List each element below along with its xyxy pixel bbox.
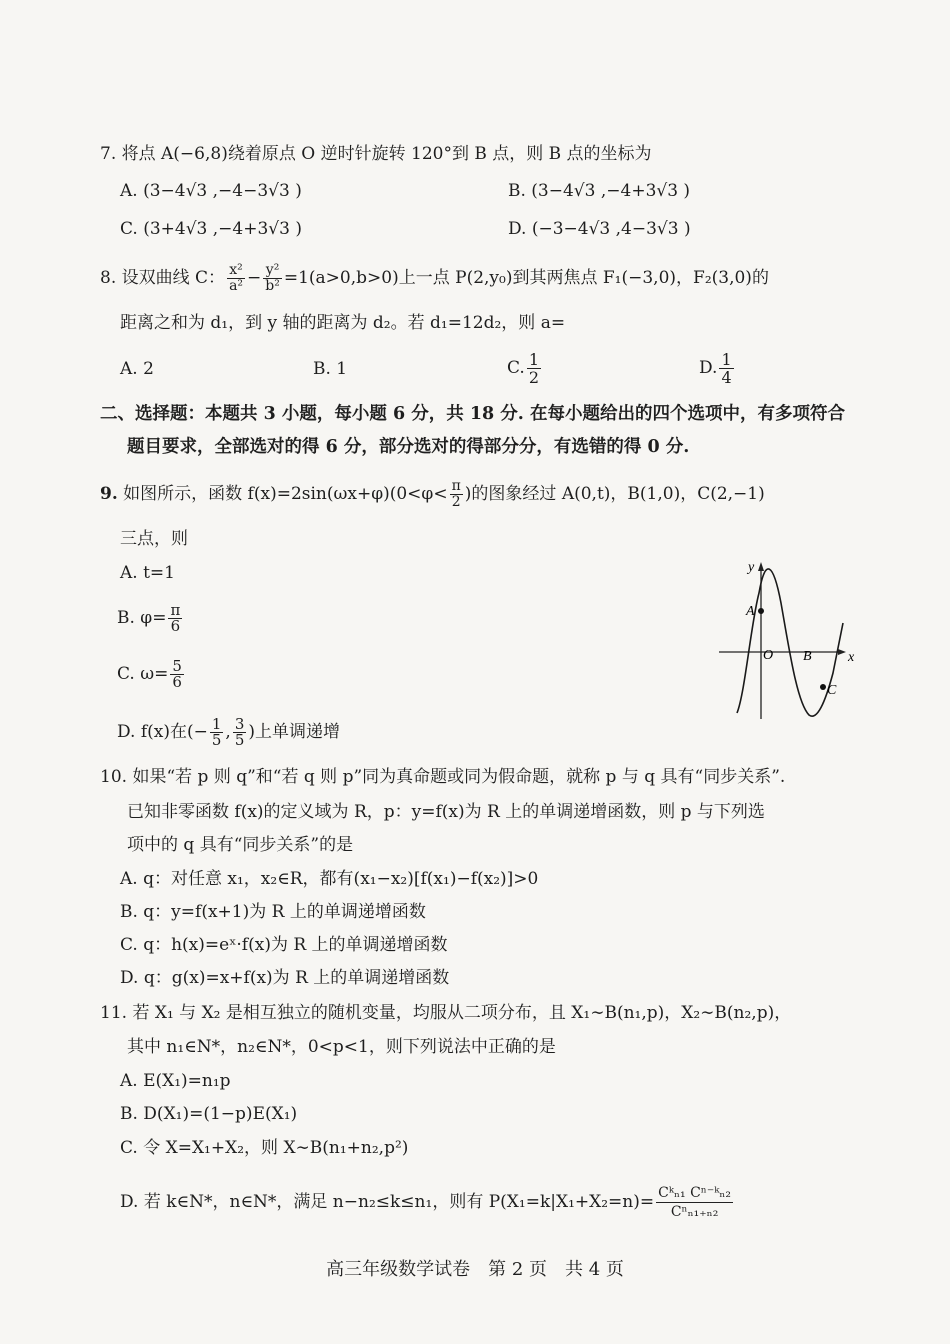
q10-line3: 项中的 q 具有“同步关系”的是 [127, 835, 354, 855]
section2-instructions: 题目要求，全部选对的得 6 分，部分选对的得部分分，有选错的得 0 分. [127, 437, 690, 457]
point-b-label: B [803, 649, 812, 664]
q10-line2: 已知非零函数 f(x)的定义域为 R，p：y=f(x)为 R 上的单调递增函数，则 p 与下列选 [127, 802, 765, 822]
q8-option-a: A. 2 [120, 359, 154, 379]
q11-option-b: B. D(X₁)=(1−p)E(X₁) [120, 1104, 298, 1124]
q9-sine-graph [715, 553, 865, 723]
q9-option-b: B. φ= $\frac{\pi}{6}$ [117, 601, 181, 635]
q9-text-2: )的图象经过 A(0,t)，B(1,0)，C(2,−1) [464, 484, 765, 504]
q8-fraction-y: $\frac{\text{y²}}{\text{b²}}$ [265, 262, 280, 294]
q9-stem: 9. 如图所示，函数 f(x)=2sin(ωx+φ)(0<φ< $\frac{\pi}{2}$ )的图象经过 A(0,t)，B(1,0)，C(2,−1) [100, 478, 765, 510]
q11-option-c: C. 令 X=X₁+X₂，则 X∼B(n₁+n₂,p²) [120, 1138, 409, 1158]
q8-stem [100, 260, 769, 296]
q7-option-a: A. (3−4√3 ,−4−3√3 ) [120, 181, 302, 201]
y-axis-arrow [758, 562, 764, 571]
x-label: x [848, 650, 855, 665]
q10-option-d: D. q：g(x)=x+f(x)为 R 上的单调递增函数 [120, 968, 450, 988]
q8-number: 8. [100, 268, 117, 288]
q9-number: 9. [100, 484, 118, 504]
q11-line1: 11. 若 X₁ 与 X₂ 是相互独立的随机变量，均服从二项分布，且 X₁∼B(n₁,p)，X₂∼B(n₂,p)， [100, 1003, 792, 1023]
q8-option-b: B. 1 [313, 359, 348, 379]
q10-option-c: C. q：h(x)=eˣ·f(x)为 R 上的单调递增函数 [120, 935, 448, 955]
q8-text-2: =1(a>0,b>0)上一点 P(2,y₀)到其两焦点 F₁(−3,0)，F₂(3,0)的 [283, 268, 769, 288]
q11-option-a: A. E(X₁)=n₁p [120, 1071, 231, 1091]
point-c [820, 684, 826, 690]
y-label: y [748, 560, 755, 575]
section2-heading: 二、选择题：本题共 3 小题，每小题 6 分，共 18 分. 在每小题给出的四个选项中，有多项符合 [100, 404, 845, 424]
q8-option-d: D. $\frac{1}{4}$ [699, 350, 732, 387]
q7-option-d: D. (−3−4√3 ,4−3√3 ) [508, 219, 691, 239]
q7-option-b: B. (3−4√3 ,−4+3√3 ) [508, 181, 691, 201]
q8-line2: 距离之和为 d₁，到 y 轴的距离为 d₂。若 d₁=12d₂，则 a= [120, 313, 566, 333]
q9-option-a: A. t=1 [120, 563, 175, 583]
q9-line2: 三点，则 [120, 529, 188, 549]
q8-option-c: C. $\frac{1}{2}$ [507, 350, 539, 387]
point-a [758, 608, 764, 614]
point-a-label: A [746, 604, 755, 619]
q9-option-d: D. f(x)在(− $\frac{1}{5}$ , $\frac{3}{5}$ )上单调递增 [117, 715, 340, 749]
x-axis-arrow [838, 649, 846, 655]
q11-line2: 其中 n₁∈N*，n₂∈N*，0<p<1，则下列说法中正确的是 [127, 1037, 556, 1057]
q7-stem: 7. 将点 A(−6,8)绕着原点 O 逆时针旋转 120°到 B 点，则 B 点的坐标为 [100, 144, 652, 164]
point-c-label: C [827, 683, 837, 698]
q11-option-d: D. 若 k∈N*，n∈N*，满足 n−n₂≤k≤n₁，则有 P(X₁=k|X₁+X₂=n)= $\frac{\text{Cᵏₙ₁ Cⁿ⁻ᵏₙ₂}}{\text{Cⁿₙ₁₊ₙ₂}}$ [120, 1185, 732, 1220]
q8-text-1: 设双曲线 C： [121, 268, 226, 288]
q9-option-c: C. ω= $\frac{5}{6}$ [117, 657, 182, 691]
q8-fraction-x: $\frac{\text{x²}}{\text{a²}}$ [229, 262, 244, 294]
q9-text-1: 如图所示，函数 f(x)=2sin(ωx+φ)(0<φ< [123, 484, 448, 504]
q10-option-b: B. q：y=f(x+1)为 R 上的单调递增函数 [120, 902, 426, 922]
q8-minus: − [247, 268, 262, 288]
q7-option-c: C. (3+4√3 ,−4+3√3 ) [120, 219, 302, 239]
q10-option-a: A. q：对任意 x₁，x₂∈R，都有(x₁−x₂)[f(x₁)−f(x₂)]>0 [120, 869, 539, 889]
origin-label: O [763, 648, 774, 663]
page-footer: 高三年级数学试卷 第 2 页 共 4 页 [326, 1259, 624, 1280]
q10-line1: 10. 如果“若 p 则 q”和“若 q 则 p”同为真命题或同为假命题，就称 p 与 q 具有“同步关系”. [100, 767, 786, 787]
